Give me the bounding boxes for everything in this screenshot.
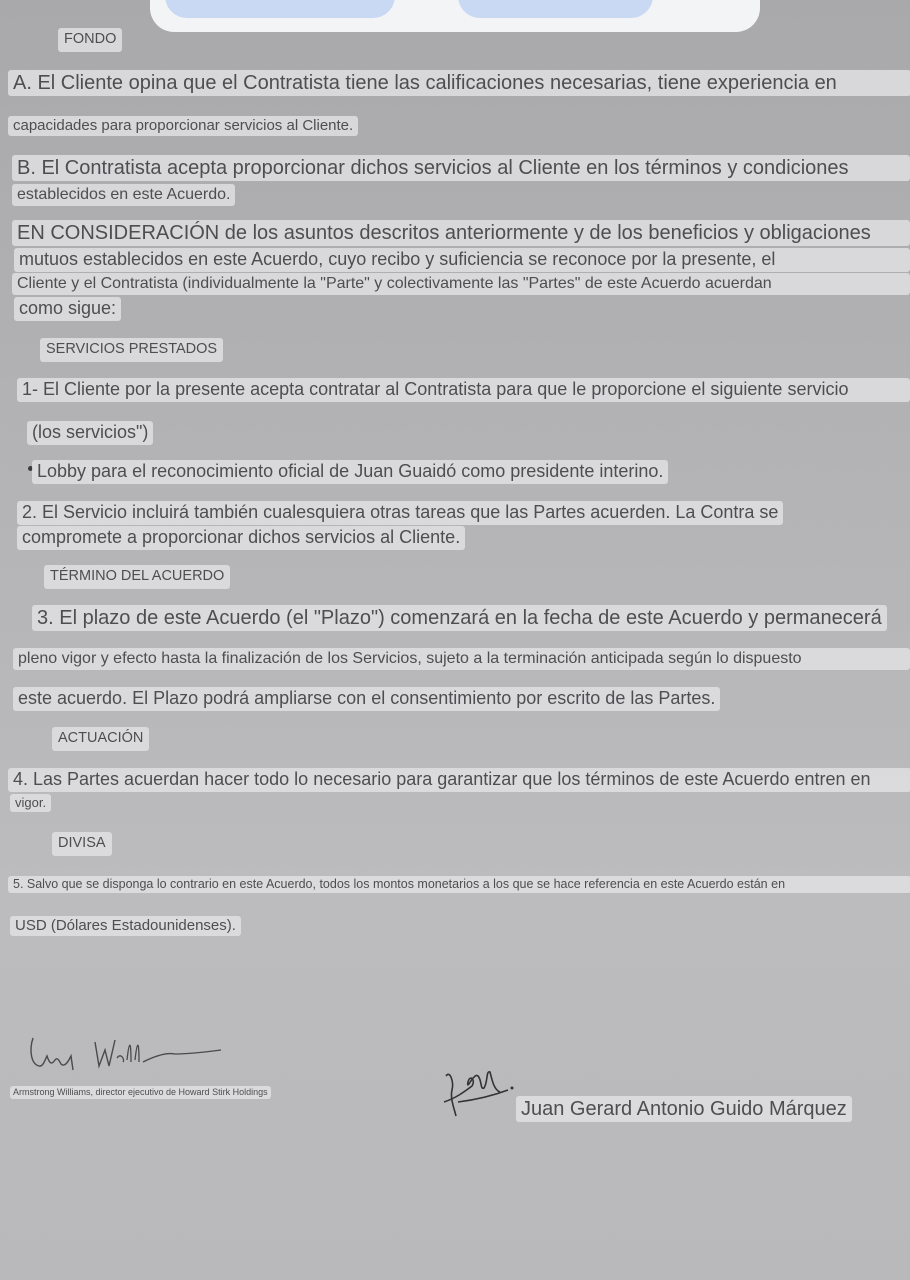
clause-b-line-1: B. El Contratista acepta proporcionar dichos servicios al Cliente en los términos y condiciones <box>12 155 910 181</box>
term-line-2: pleno vigor y efecto hasta la finalización de los Servicios, sujeto a la terminación anticipada según lo dispuesto <box>13 648 910 670</box>
consideration-line-4: como sigue: <box>14 297 121 321</box>
clause-a-line-2: capacidades para proporcionar servicios al Cliente. <box>8 116 358 136</box>
consideration-line-2: mutuos establecidos en este Acuerdo, cuyo recibo y suficiencia se reconoce por la presente, el <box>14 248 910 272</box>
signature-1-caption: Armstrong Williams, director ejecutivo de Howard Stirk Holdings <box>10 1086 271 1099</box>
services-line-4: compromete a proporcionar dichos servicios al Cliente. <box>17 526 465 550</box>
section-heading-termino: TÉRMINO DEL ACUERDO <box>44 565 230 589</box>
signature-armstrong-williams <box>25 1030 225 1078</box>
section-heading-servicios: SERVICIOS PRESTADOS <box>40 338 223 362</box>
services-bullet-item: Lobby para el reconocimiento oficial de Juan Guaidó como presidente interino. <box>32 460 668 484</box>
section-heading-fondo: FONDO <box>58 28 122 52</box>
top-app-bar <box>150 0 760 32</box>
section-heading-actuacion: ACTUACIÓN <box>52 727 149 751</box>
clause-a-line-1: A. El Cliente opina que el Contratista tiene las calificaciones necesarias, tiene experiencia en <box>8 70 910 96</box>
term-line-1: 3. El plazo de este Acuerdo (el "Plazo") comenzará en la fecha de este Acuerdo y permanecerá <box>32 605 887 631</box>
clause-b-line-2: establecidos en este Acuerdo. <box>12 184 235 206</box>
term-line-3: este acuerdo. El Plazo podrá ampliarse con el consentimiento por escrito de las Partes. <box>13 687 720 711</box>
actuation-line-1: 4. Las Partes acuerdan hacer todo lo necesario para garantizar que los términos de este Acuerdo entren en <box>8 768 910 792</box>
actuation-line-2: vigor. <box>10 794 51 812</box>
consideration-line-1: EN CONSIDERACIÓN de los asuntos descritos anteriormente y de los beneficios y obligaciones <box>12 220 910 246</box>
services-line-3: 2. El Servicio incluirá también cualesquiera otras tareas que las Partes acuerden. La Contra se <box>17 501 783 525</box>
signature-juan-guaido <box>440 1062 520 1120</box>
section-heading-divisa: DIVISA <box>52 832 112 856</box>
top-left-button[interactable] <box>165 0 395 18</box>
consideration-line-3: Cliente y el Contratista (individualmente la "Parte" y colectivamente las "Partes" de este Acuerdo acuerdan <box>12 273 910 295</box>
services-line-2: (los servicios") <box>27 421 153 445</box>
signature-2-name: Juan Gerard Antonio Guido Márquez <box>516 1096 852 1122</box>
currency-line-2: USD (Dólares Estadounidenses). <box>10 916 241 936</box>
top-right-button[interactable] <box>458 0 653 18</box>
currency-line-1: 5. Salvo que se disponga lo contrario en este Acuerdo, todos los montos monetarios a los que se hace referencia en este Acuerdo están en <box>8 876 910 893</box>
services-line-1: 1- El Cliente por la presente acepta contratar al Contratista para que le proporcione el siguiente servicio <box>17 378 910 402</box>
